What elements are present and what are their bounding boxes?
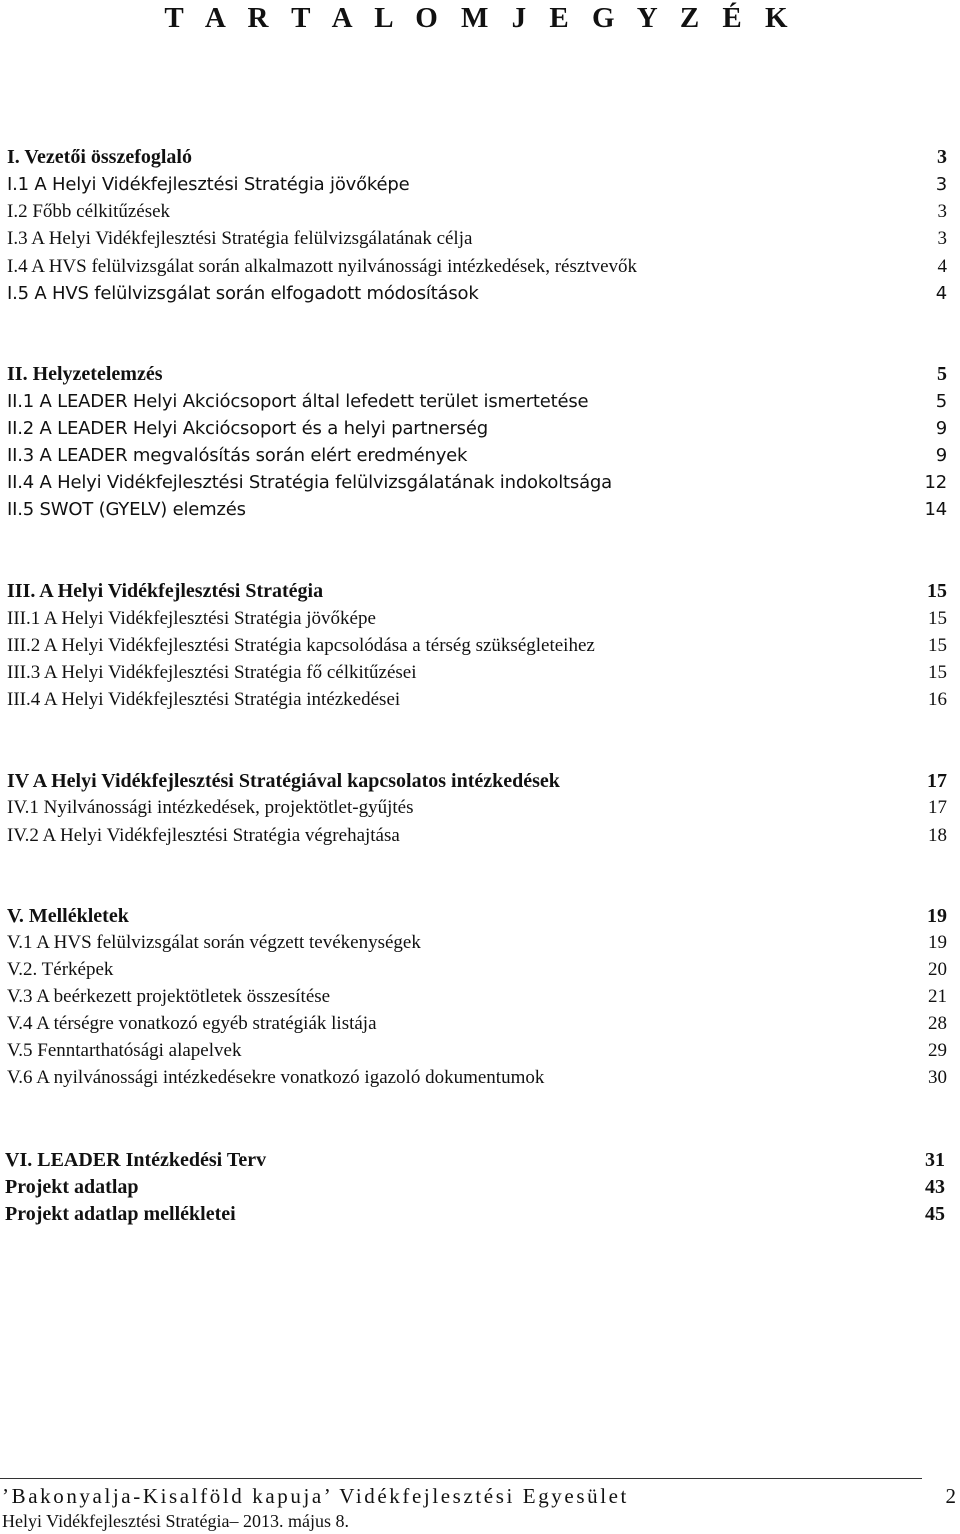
toc-entry[interactable] [7, 201, 947, 227]
toc-entry-text: III.1 A Helyi Vidékfejlesztési Stratégia jövőképe [7, 608, 376, 629]
toc-entry-text: V.5 Fenntarthatósági alapelvek [7, 1040, 242, 1061]
toc-entry-text: V.3 A beérkezett projektötletek összesítése [7, 986, 331, 1007]
toc-page-number: 30 [928, 1067, 947, 1088]
toc-heading-projekt-adatlap-mellekletei[interactable] [5, 1203, 945, 1229]
toc-entry[interactable] [7, 174, 947, 200]
toc-entry-text: V.4 A térségre vonatkozó egyéb stratégiák listája [7, 1013, 377, 1034]
toc-page-number: 4 [935, 283, 947, 304]
toc-page-number: 4 [937, 256, 947, 277]
footer-organization: ’Bakonyalja-Kisalföld kapuja’ Vidékfejlesztési Egyesület [2, 1484, 629, 1508]
toc-entry-text: V.1 A HVS felülvizsgálat során végzett tevékenységek [7, 932, 421, 953]
toc-entry-text: II.5 SWOT (GYELV) elemzés [7, 499, 246, 520]
toc-entry[interactable] [7, 391, 947, 417]
toc-entry[interactable] [7, 1040, 947, 1066]
toc-entry[interactable] [7, 472, 947, 498]
toc-entry-text: III.3 A Helyi Vidékfejlesztési Stratégia fő célkitűzései [7, 662, 417, 683]
toc-page-number: 15 [928, 635, 947, 656]
toc-entry-text: II.2 A LEADER Helyi Akciócsoport és a helyi partnerség [7, 418, 488, 439]
toc-entry-text: II.4 A Helyi Vidékfejlesztési Stratégia felülvizsgálatának indokoltsága [7, 472, 612, 493]
toc-entry[interactable] [7, 608, 947, 634]
toc-page-number: 45 [925, 1203, 945, 1225]
toc-heading-III[interactable] [7, 580, 947, 606]
toc-page-number: 16 [928, 689, 947, 710]
toc-heading-text: IV A Helyi Vidékfejlesztési Stratégiával kapcsolatos intézkedések [7, 770, 560, 792]
toc-entry-text: IV.1 Nyilvánossági intézkedések, projektötlet-gyűjtés [7, 797, 414, 818]
toc-entry[interactable] [7, 689, 947, 715]
toc-entry-text: I.1 A Helyi Vidékfejlesztési Stratégia jövőképe [7, 174, 410, 195]
toc-page-number: 12 [924, 472, 947, 493]
toc-page-number: 9 [935, 445, 947, 466]
toc-heading-II[interactable] [7, 363, 947, 389]
toc-entry[interactable] [7, 797, 947, 823]
toc-entry-text: I.5 A HVS felülvizsgálat során elfogadott módosítások [7, 283, 479, 304]
toc-entry-text: IV.2 A Helyi Vidékfejlesztési Stratégia végrehajtása [7, 825, 400, 846]
toc-entry-text: III.4 A Helyi Vidékfejlesztési Stratégia intézkedései [7, 689, 401, 710]
toc-heading-I[interactable] [7, 146, 947, 172]
toc-page-number: 3 [937, 201, 947, 222]
toc-entry[interactable] [7, 986, 947, 1012]
toc-page-number: 3 [937, 228, 947, 249]
toc-heading-VI[interactable] [5, 1149, 945, 1175]
toc-page-number: 5 [937, 363, 947, 385]
toc-entry[interactable] [7, 445, 947, 471]
toc-entry[interactable] [7, 418, 947, 444]
toc-page-number: 43 [925, 1176, 945, 1198]
toc-entry[interactable] [7, 662, 947, 688]
toc-entry-text: II.3 A LEADER megvalósítás során elért eredmények [7, 445, 468, 466]
toc-page-number: 9 [935, 418, 947, 439]
toc-page-number: 3 [935, 174, 947, 195]
toc-entry-text: I.4 A HVS felülvizsgálat során alkalmazott nyilvánossági intézkedések, résztvevők [7, 256, 637, 277]
toc-page-number: 14 [924, 499, 947, 520]
toc-entry[interactable] [7, 1013, 947, 1039]
toc-page-number: 15 [928, 662, 947, 683]
toc-page-number: 18 [928, 825, 947, 846]
toc-entry-text: I.3 A Helyi Vidékfejlesztési Stratégia felülvizsgálatának célja [7, 228, 473, 249]
toc-page-number: 17 [928, 797, 947, 818]
toc-entry-text: V.2. Térképek [7, 959, 114, 980]
toc-page-number: 21 [928, 986, 947, 1007]
toc-entry-text: V.6 A nyilvánossági intézkedésekre vonatkozó igazoló dokumentumok [7, 1067, 545, 1088]
footer-subtitle: Helyi Vidékfejlesztési Stratégia– 2013. május 8. [2, 1511, 350, 1531]
toc-heading-IV[interactable] [7, 770, 947, 796]
toc-title: T A R T A L O M J E G Y Z É K [164, 2, 796, 34]
toc-heading-text: II. Helyzetelemzés [7, 363, 163, 385]
toc-entry[interactable] [7, 228, 947, 254]
toc-page-number: 20 [928, 959, 947, 980]
toc-entry[interactable] [7, 959, 947, 985]
toc-page-number: 19 [927, 905, 947, 927]
toc-page-number: 15 [928, 608, 947, 629]
toc-heading-text: V. Mellékletek [7, 905, 129, 927]
toc-page-number: 3 [937, 146, 947, 168]
toc-heading-projekt-adatlap[interactable] [5, 1176, 945, 1202]
toc-page-number: 29 [928, 1040, 947, 1061]
toc-entry[interactable] [7, 283, 947, 309]
toc-heading-text: III. A Helyi Vidékfejlesztési Stratégia [7, 580, 324, 602]
toc-page-number: 15 [927, 580, 947, 602]
toc-entry-text: I.2 Főbb célkitűzések [7, 201, 171, 222]
footer-divider [0, 1478, 922, 1479]
toc-heading-text: I. Vezetői összefoglaló [7, 146, 192, 168]
toc-heading-text: Projekt adatlap mellékletei [5, 1203, 236, 1225]
toc-entry[interactable] [7, 635, 947, 661]
toc-page-number: 19 [928, 932, 947, 953]
toc-heading-V[interactable] [7, 905, 947, 931]
toc-entry[interactable] [7, 825, 947, 851]
toc-entry[interactable] [7, 499, 947, 525]
toc-entry[interactable] [7, 1067, 947, 1093]
toc-page-number: 31 [925, 1149, 945, 1171]
toc-heading-text: Projekt adatlap [5, 1176, 139, 1198]
toc-heading-text: VI. LEADER Intézkedési Terv [5, 1149, 267, 1171]
toc-page-number: 5 [935, 391, 947, 412]
page-number: 2 [945, 1484, 956, 1508]
toc-page-number: 17 [927, 770, 947, 792]
toc-entry-text: II.1 A LEADER Helyi Akciócsoport által lefedett terület ismertetése [7, 391, 589, 412]
toc-entry-text: III.2 A Helyi Vidékfejlesztési Stratégia kapcsolódása a térség szükségleteihez [7, 635, 595, 656]
toc-page-number: 28 [928, 1013, 947, 1034]
toc-entry[interactable] [7, 256, 947, 282]
toc-entry[interactable] [7, 932, 947, 958]
